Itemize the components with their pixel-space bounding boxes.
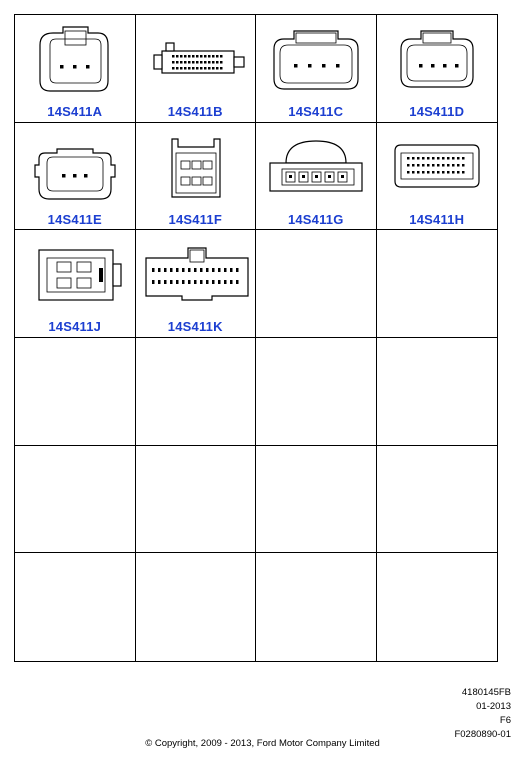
connector-cell-b[interactable] xyxy=(136,15,257,123)
empty-cell xyxy=(136,553,257,661)
part-number-label: 14S411B xyxy=(167,104,223,119)
reference-date: 01-2013 xyxy=(476,701,511,712)
empty-cell xyxy=(256,446,377,554)
connector-cell-h[interactable] xyxy=(377,123,498,231)
connector-cell-f[interactable] xyxy=(136,123,257,231)
empty-cell xyxy=(377,230,498,338)
reference-version: F6 xyxy=(499,715,511,726)
reference-code-secondary: F0280890-01 xyxy=(454,729,511,740)
copyright-notice: © Copyright, 2009 - 2013, Ford Motor Company Limited xyxy=(145,738,380,749)
part-number-label: 14S411E xyxy=(47,211,102,227)
part-number-label: 14S411F xyxy=(168,211,222,227)
empty-cell xyxy=(15,553,136,661)
empty-cell xyxy=(15,338,136,446)
empty-cell xyxy=(256,553,377,661)
empty-cell xyxy=(377,338,498,446)
empty-cell xyxy=(15,446,136,554)
empty-cell xyxy=(377,553,498,661)
part-number-label: 14S411K xyxy=(167,319,223,335)
part-number-label: 14S411A xyxy=(47,104,103,119)
part-number-label: 14S411C xyxy=(288,104,344,119)
document-reference-block xyxy=(454,686,511,742)
connector-cell-e[interactable] xyxy=(15,123,136,231)
connector-cell-d[interactable] xyxy=(377,15,498,123)
part-number-label: 14S411G xyxy=(287,211,344,227)
connector-cell-g[interactable] xyxy=(256,123,377,231)
connector-cell-a[interactable] xyxy=(15,15,136,123)
connector-cell-j[interactable] xyxy=(15,230,136,338)
connector-grid xyxy=(14,14,498,662)
empty-cell xyxy=(377,446,498,554)
part-number-label: 14S411J xyxy=(48,319,102,335)
part-number-label: 14S411H xyxy=(409,211,465,227)
empty-cell xyxy=(256,230,377,338)
empty-cell xyxy=(256,338,377,446)
part-number-label: 14S411D xyxy=(409,104,465,119)
connector-cell-c[interactable] xyxy=(256,15,377,123)
connector-cell-k[interactable] xyxy=(136,230,257,338)
reference-code: 4180145FB xyxy=(461,687,511,698)
empty-cell xyxy=(136,338,257,446)
empty-cell xyxy=(136,446,257,554)
